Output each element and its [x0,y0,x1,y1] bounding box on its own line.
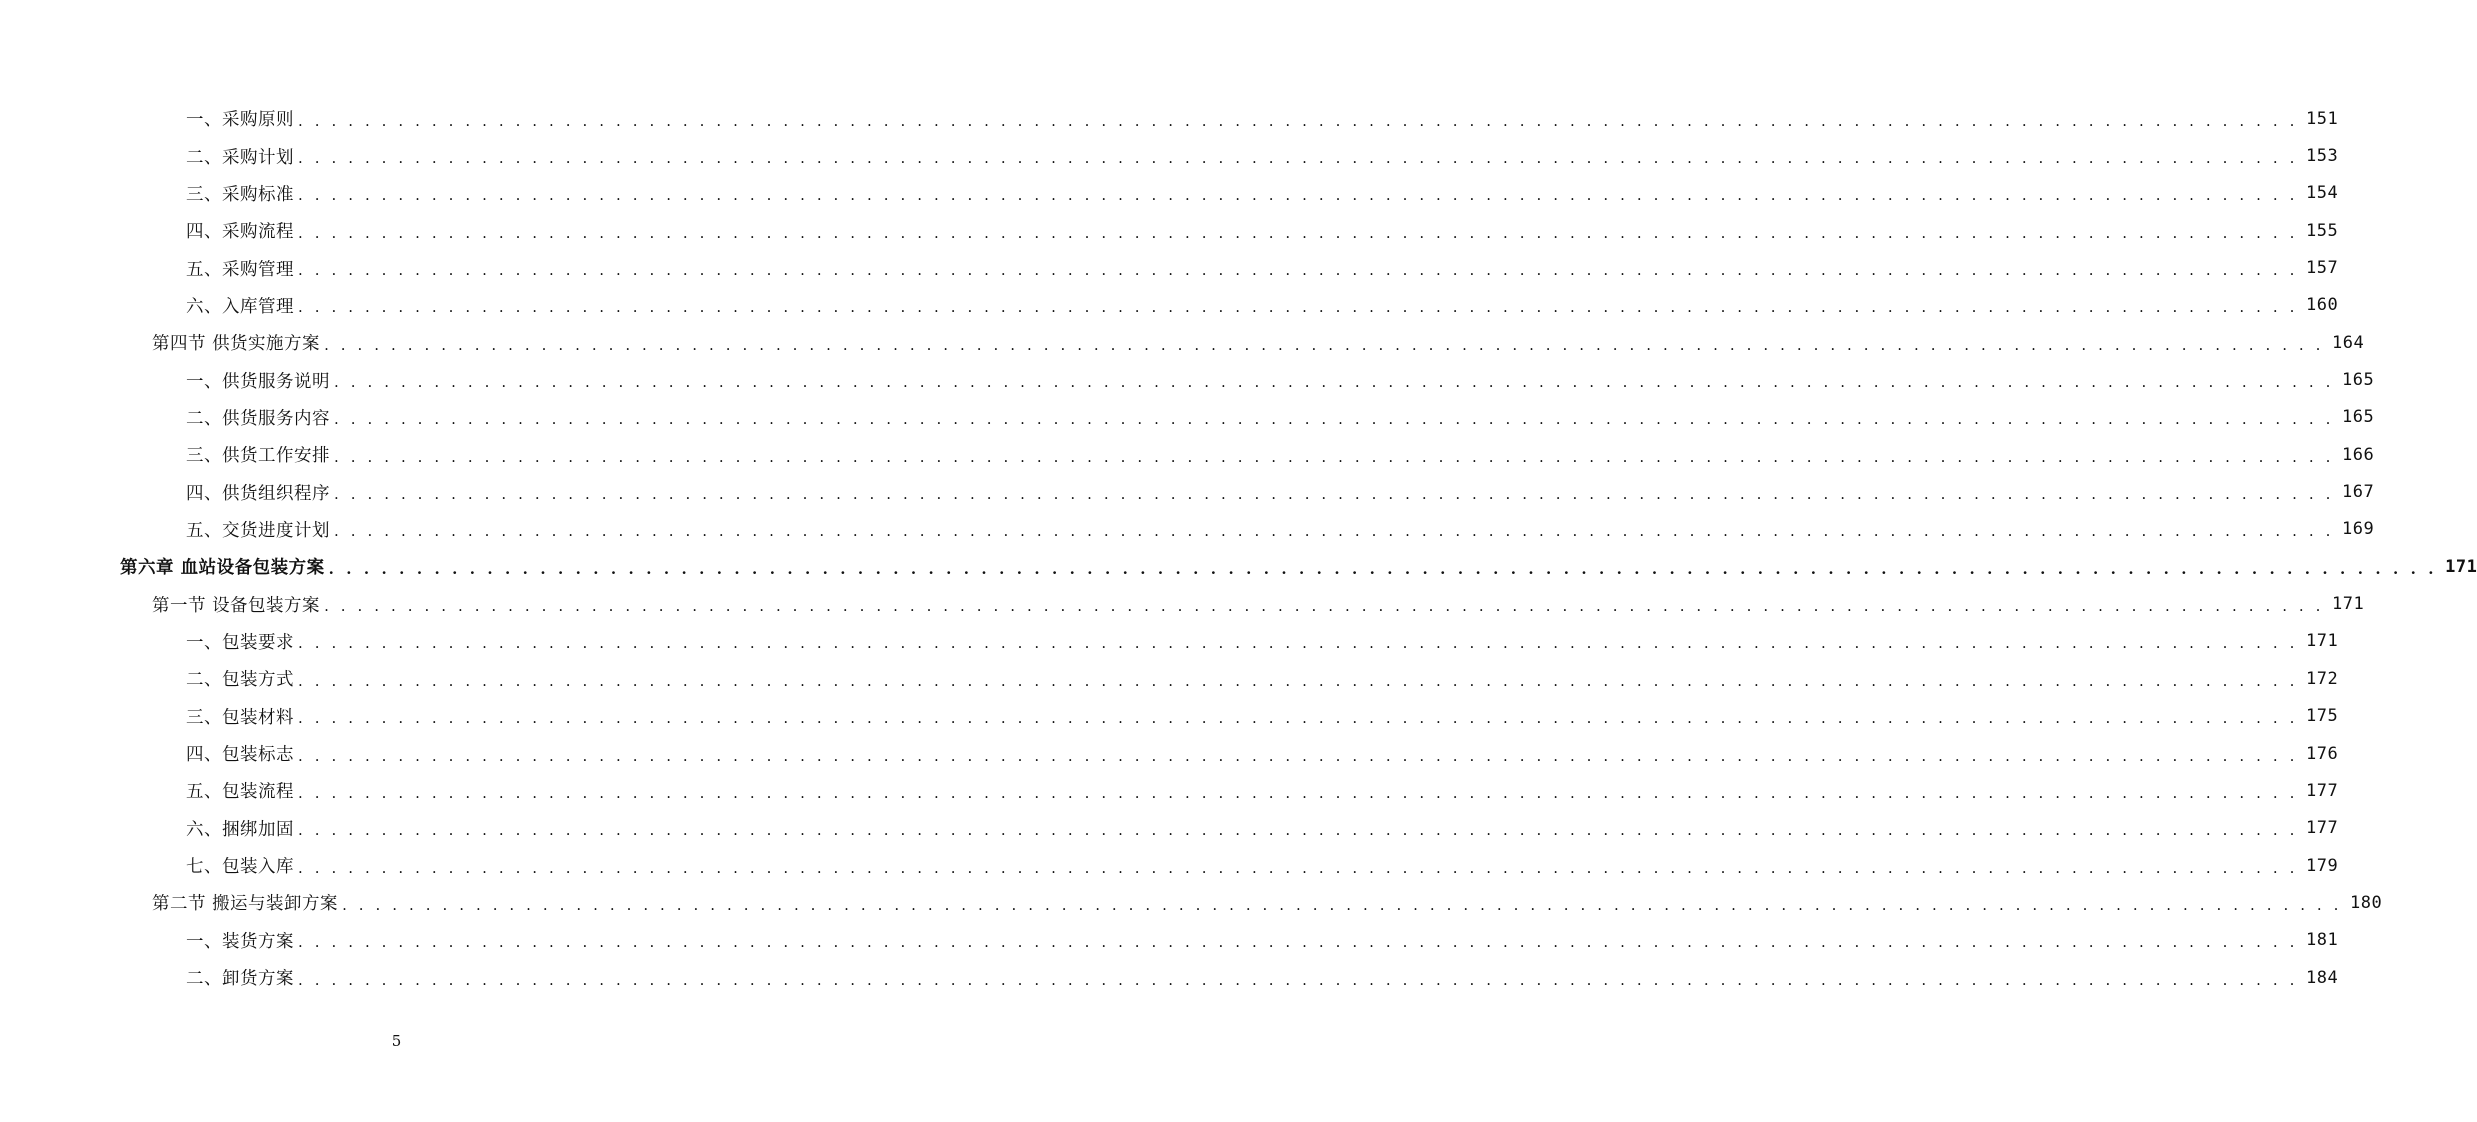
toc-entry-title: 五、交货进度计划 [186,520,330,541]
toc-entry-page: 153 [2305,146,2339,167]
toc-entry-page: 171 [2332,594,2365,615]
toc-subsection-entry[interactable] [0,959,2339,996]
toc-subsection-entry[interactable] [0,660,2339,697]
toc-dot-leader: . . . . . . . . . . . . . . . . . . . . . . . . . . . . . . . . . . . . . . . . . . . . . . . . . . . . . . . . . . . . . . . . . . . . . . . . . . . . . . . . . . . . . . . . . . . . . . . . . . . . . . . . . . . . . . . . . . . . . . . . [298,186,2298,205]
toc-dot-leader: . . . . . . . . . . . . . . . . . . . . . . . . . . . . . . . . . . . . . . . . . . . . . . . . . . . . . . . . . . . . . . . . . . . . . . . . . . . . . . . . . . . . . . . . . . . . . . . . . . . . . . . . . . . . . . . . . . . . . . . . [298,858,2298,877]
toc-entry-page: 179 [2305,855,2339,876]
toc-dot-leader: . . . . . . . . . . . . . . . . . . . . . . . . . . . . . . . . . . . . . . . . . . . . . . . . . . . . . . . . . . . . . . . . . . . . . . . . . . . . . . . . . . . . . . . . . . . . . . . . . . . . . . . . . . . . . . . . . . . . . . . . [342,895,2343,914]
toc-entry-title: 三、包装材料 [186,707,294,728]
toc-entry-page: 169 [2341,519,2375,540]
toc-dot-leader: . . . . . . . . . . . . . . . . . . . . . . . . . . . . . . . . . . . . . . . . . . . . . . . . . . . . . . . . . . . . . . . . . . . . . . . . . . . . . . . . . . . . . . . . . . . . . . . . . . . . . . . . . . . . . . . . . . . . . . . . [334,447,2334,466]
toc-entry-page: 177 [2305,780,2339,801]
toc-entry-title: 四、采购流程 [186,222,294,243]
toc-entry-title: 三、供货工作安排 [186,446,330,467]
toc-dot-leader: . . . . . . . . . . . . . . . . . . . . . . . . . . . . . . . . . . . . . . . . . . . . . . . . . . . . . . . . . . . . . . . . . . . . . . . . . . . . . . . . . . . . . . . . . . . . . . . . . . . . . . . . . . . . . . . . . . . . . . . . [298,261,2298,280]
toc-subsection-entry[interactable] [0,212,2339,249]
toc-subsection-entry[interactable] [0,436,2375,473]
toc-subsection-entry[interactable] [0,175,2339,212]
toc-entry-page: 171 [2445,556,2477,577]
toc-subsection-entry[interactable] [0,361,2375,398]
toc-dot-leader: . . . . . . . . . . . . . . . . . . . . . . . . . . . . . . . . . . . . . . . . . . . . . . . . . . . . . . . . . . . . . . . . . . . . . . . . . . . . . . . . . . . . . . . . . . . . . . . . . . . . . . . . . . . . . . . . . . . . . . . . [298,634,2298,653]
toc-entry-page: 165 [2341,370,2375,391]
toc-subsection-entry[interactable] [0,249,2339,286]
toc-entry-title: 二、供货服务内容 [186,408,330,429]
toc-entry-title: 五、采购管理 [186,259,294,280]
toc-dot-leader: . . . . . . . . . . . . . . . . . . . . . . . . . . . . . . . . . . . . . . . . . . . . . . . . . . . . . . . . . . . . . . . . . . . . . . . . . . . . . . . . . . . . . . . . . . . . . . . . . . . . . . . . . . . . . . . . . . . . . . . . [334,373,2334,392]
table-of-contents [0,100,2477,996]
toc-entry-title: 一、采购原则 [186,110,294,131]
toc-subsection-entry[interactable] [0,511,2375,548]
toc-subsection-entry[interactable] [0,698,2339,735]
toc-dot-leader: . . . . . . . . . . . . . . . . . . . . . . . . . . . . . . . . . . . . . . . . . . . . . . . . . . . . . . . . . . . . . . . . . . . . . . . . . . . . . . . . . . . . . . . . . . . . . . . . . . . . . . . . . . . . . . . . . . . . . . . . [324,335,2325,354]
toc-entry-title: 六、入库管理 [186,296,294,317]
toc-subsection-entry[interactable] [0,735,2339,772]
toc-dot-leader: . . . . . . . . . . . . . . . . . . . . . . . . . . . . . . . . . . . . . . . . . . . . . . . . . . . . . . . . . . . . . . . . . . . . . . . . . . . . . . . . . . . . . . . . . . . . . . . . . . . . . . . . . . . . . . . . . . . . . . . . [298,746,2298,765]
toc-subsection-entry[interactable] [0,473,2375,510]
toc-entry-page: 181 [2305,930,2339,951]
toc-dot-leader: . . . . . . . . . . . . . . . . . . . . . . . . . . . . . . . . . . . . . . . . . . . . . . . . . . . . . . . . . . . . . . . . . . . . . . . . . . . . . . . . . . . . . . . . . . . . . . . . . . . . . . . . . . . . . . . . . . . . . . . . [328,559,2438,578]
toc-subsection-entry[interactable] [0,922,2339,959]
toc-dot-leader: . . . . . . . . . . . . . . . . . . . . . . . . . . . . . . . . . . . . . . . . . . . . . . . . . . . . . . . . . . . . . . . . . . . . . . . . . . . . . . . . . . . . . . . . . . . . . . . . . . . . . . . . . . . . . . . . . . . . . . . . [334,410,2334,429]
toc-entry-title: 第四节 供货实施方案 [152,334,321,355]
toc-subsection-entry[interactable] [0,399,2375,436]
toc-entry-page: 151 [2305,108,2339,129]
toc-dot-leader: . . . . . . . . . . . . . . . . . . . . . . . . . . . . . . . . . . . . . . . . . . . . . . . . . . . . . . . . . . . . . . . . . . . . . . . . . . . . . . . . . . . . . . . . . . . . . . . . . . . . . . . . . . . . . . . . . . . . . . . . [334,522,2334,541]
toc-entry-page: 164 [2332,332,2365,353]
toc-entry-page: 157 [2305,258,2339,279]
toc-entry-title: 五、包装流程 [186,782,294,803]
page-number: 5 [391,1032,402,1050]
toc-entry-title: 第一节 设备包装方案 [152,595,321,616]
toc-entry-title: 一、包装要求 [186,632,294,653]
toc-entry-title: 二、采购计划 [186,147,294,168]
toc-entry-page: 160 [2305,295,2339,316]
toc-dot-leader: . . . . . . . . . . . . . . . . . . . . . . . . . . . . . . . . . . . . . . . . . . . . . . . . . . . . . . . . . . . . . . . . . . . . . . . . . . . . . . . . . . . . . . . . . . . . . . . . . . . . . . . . . . . . . . . . . . . . . . . . [298,933,2298,952]
toc-dot-leader: . . . . . . . . . . . . . . . . . . . . . . . . . . . . . . . . . . . . . . . . . . . . . . . . . . . . . . . . . . . . . . . . . . . . . . . . . . . . . . . . . . . . . . . . . . . . . . . . . . . . . . . . . . . . . . . . . . . . . . . . [334,485,2334,504]
toc-entry-title: 三、采购标准 [186,184,294,205]
toc-dot-leader: . . . . . . . . . . . . . . . . . . . . . . . . . . . . . . . . . . . . . . . . . . . . . . . . . . . . . . . . . . . . . . . . . . . . . . . . . . . . . . . . . . . . . . . . . . . . . . . . . . . . . . . . . . . . . . . . . . . . . . . . [298,709,2298,728]
toc-subsection-entry[interactable] [0,847,2339,884]
toc-entry-page: 180 [2350,892,2383,913]
toc-entry-page: 154 [2305,183,2339,204]
toc-dot-leader: . . . . . . . . . . . . . . . . . . . . . . . . . . . . . . . . . . . . . . . . . . . . . . . . . . . . . . . . . . . . . . . . . . . . . . . . . . . . . . . . . . . . . . . . . . . . . . . . . . . . . . . . . . . . . . . . . . . . . . . . [298,821,2298,840]
toc-entry-page: 184 [2305,967,2339,988]
toc-entry-title: 第六章 血站设备包装方案 [120,558,325,579]
toc-dot-leader: . . . . . . . . . . . . . . . . . . . . . . . . . . . . . . . . . . . . . . . . . . . . . . . . . . . . . . . . . . . . . . . . . . . . . . . . . . . . . . . . . . . . . . . . . . . . . . . . . . . . . . . . . . . . . . . . . . . . . . . . [298,970,2298,989]
toc-subsection-entry[interactable] [0,623,2339,660]
toc-entry-page: 166 [2341,444,2375,465]
toc-dot-leader: . . . . . . . . . . . . . . . . . . . . . . . . . . . . . . . . . . . . . . . . . . . . . . . . . . . . . . . . . . . . . . . . . . . . . . . . . . . . . . . . . . . . . . . . . . . . . . . . . . . . . . . . . . . . . . . . . . . . . . . . [298,111,2298,130]
toc-entry-page: 175 [2305,706,2339,727]
toc-entry-title: 二、包装方式 [186,670,294,691]
toc-dot-leader: . . . . . . . . . . . . . . . . . . . . . . . . . . . . . . . . . . . . . . . . . . . . . . . . . . . . . . . . . . . . . . . . . . . . . . . . . . . . . . . . . . . . . . . . . . . . . . . . . . . . . . . . . . . . . . . . . . . . . . . . [298,223,2298,242]
toc-entry-page: 177 [2305,818,2339,839]
toc-section-entry[interactable] [0,884,2383,921]
toc-entry-title: 一、装货方案 [186,931,294,952]
toc-subsection-entry[interactable] [0,137,2339,174]
toc-section-entry[interactable] [0,324,2365,361]
toc-dot-leader: . . . . . . . . . . . . . . . . . . . . . . . . . . . . . . . . . . . . . . . . . . . . . . . . . . . . . . . . . . . . . . . . . . . . . . . . . . . . . . . . . . . . . . . . . . . . . . . . . . . . . . . . . . . . . . . . . . . . . . . . [298,671,2298,690]
toc-entry-title: 二、卸货方案 [186,969,294,990]
toc-entry-title: 第二节 搬运与装卸方案 [152,894,339,915]
toc-dot-leader: . . . . . . . . . . . . . . . . . . . . . . . . . . . . . . . . . . . . . . . . . . . . . . . . . . . . . . . . . . . . . . . . . . . . . . . . . . . . . . . . . . . . . . . . . . . . . . . . . . . . . . . . . . . . . . . . . . . . . . . . [298,783,2298,802]
toc-dot-leader: . . . . . . . . . . . . . . . . . . . . . . . . . . . . . . . . . . . . . . . . . . . . . . . . . . . . . . . . . . . . . . . . . . . . . . . . . . . . . . . . . . . . . . . . . . . . . . . . . . . . . . . . . . . . . . . . . . . . . . . . [298,298,2298,317]
toc-entry-title: 七、包装入库 [186,857,294,878]
toc-subsection-entry[interactable] [0,772,2339,809]
toc-entry-title: 一、供货服务说明 [186,371,330,392]
toc-entry-page: 171 [2305,631,2339,652]
toc-entry-page: 172 [2305,668,2339,689]
toc-entry-page: 155 [2305,220,2339,241]
toc-entry-title: 四、供货组织程序 [186,483,330,504]
toc-entry-title: 四、包装标志 [186,745,294,766]
toc-entry-page: 176 [2305,743,2339,764]
toc-entry-page: 165 [2341,407,2375,428]
toc-entry-title: 六、捆绑加固 [186,819,294,840]
toc-subsection-entry[interactable] [0,810,2339,847]
toc-section-entry[interactable] [0,585,2365,622]
toc-entry-page: 167 [2341,482,2375,503]
toc-chapter-entry[interactable] [0,548,2477,585]
toc-dot-leader: . . . . . . . . . . . . . . . . . . . . . . . . . . . . . . . . . . . . . . . . . . . . . . . . . . . . . . . . . . . . . . . . . . . . . . . . . . . . . . . . . . . . . . . . . . . . . . . . . . . . . . . . . . . . . . . . . . . . . . . . [298,149,2298,168]
toc-dot-leader: . . . . . . . . . . . . . . . . . . . . . . . . . . . . . . . . . . . . . . . . . . . . . . . . . . . . . . . . . . . . . . . . . . . . . . . . . . . . . . . . . . . . . . . . . . . . . . . . . . . . . . . . . . . . . . . . . . . . . . . . [324,597,2325,616]
toc-subsection-entry[interactable] [0,287,2339,324]
toc-subsection-entry[interactable] [0,100,2339,137]
